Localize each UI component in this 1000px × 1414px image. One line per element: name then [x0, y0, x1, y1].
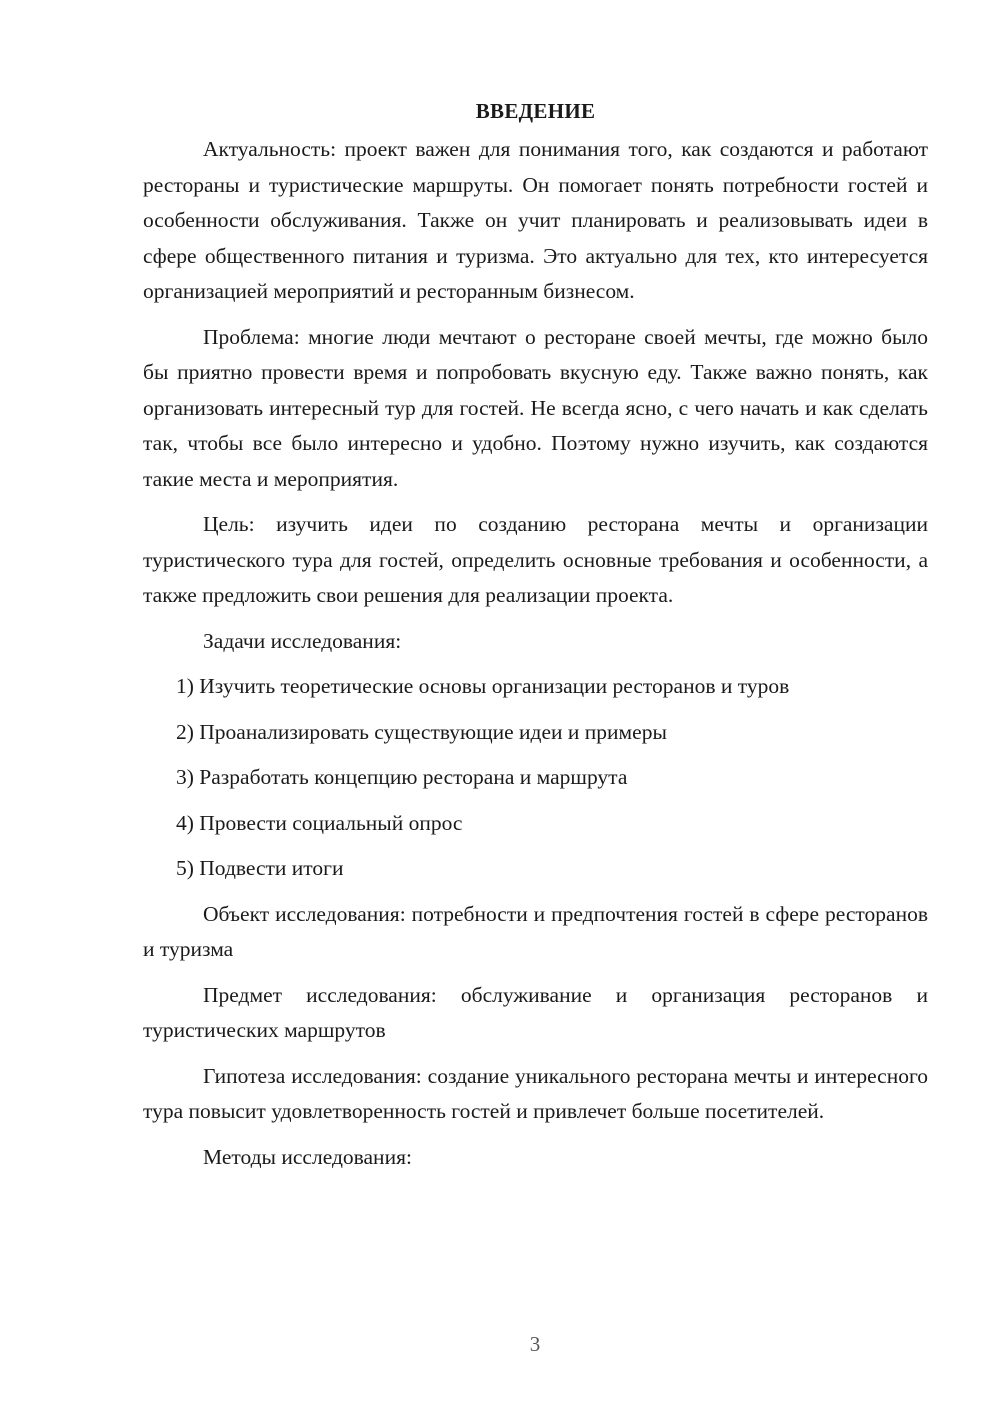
task-item-5: 5) Подвести итоги [176, 856, 344, 880]
tasks-heading: Задачи исследования: [203, 628, 402, 653]
task-item-2: 2) Проанализировать существующие идеи и примеры [176, 719, 667, 744]
goal-paragraph: Цель: изучить идеи по созданию ресторана мечты и организации туристического тура для гостей, определить основные требования и особенности, а также предложить свои решения для реализации проекта. [143, 512, 928, 607]
task-item-3: 3) Разработать концепцию ресторана и маршрута [176, 765, 628, 789]
section-title: ВВЕДЕНИЕ [475, 99, 596, 123]
subject-paragraph: Предмет исследования: обслуживание и организация ресторанов и туристических маршрутов [143, 982, 928, 1042]
methods-heading: Методы исследования: [203, 1144, 412, 1169]
tasks-list [143, 669, 928, 887]
hypothesis-paragraph: Гипотеза исследования: создание уникального ресторана мечты и интересного тура повысит удовлетворенность гостей и привлечет больше посетителей. [143, 1063, 928, 1123]
task-item-4: 4) Провести социальный опрос [176, 810, 463, 835]
problem-paragraph: Проблема: многие люди мечтают о ресторане своей мечты, где можно было бы приятно провести время и попробовать вкусную еду. Также важно понять, как организовать интересный тур для гостей. Не всегда ясно, с чего начать и как сделать так, чтобы все было интересно и удобно. Поэтому нужно изучить, как создаются такие места и мероприятия. [143, 324, 928, 491]
page-content [143, 94, 928, 1185]
object-paragraph: Объект исследования: потребности и предпочтения гостей в сфере ресторанов и туризма [143, 901, 928, 961]
task-item-1: 1) Изучить теоретические основы организации ресторанов и туров [176, 674, 790, 698]
page-number: 3 [529, 1332, 541, 1356]
relevance-paragraph: Актуальность: проект важен для понимания того, как создаются и работают рестораны и туристические маршруты. Он помогает понять потребности гостей и особенности обслуживания. Также он учит планировать и реализовывать идеи в сфере общественного питания и туризма. Это актуально для тех, кто интересуется организацией мероприятий и ресторанным бизнесом. [143, 137, 928, 303]
